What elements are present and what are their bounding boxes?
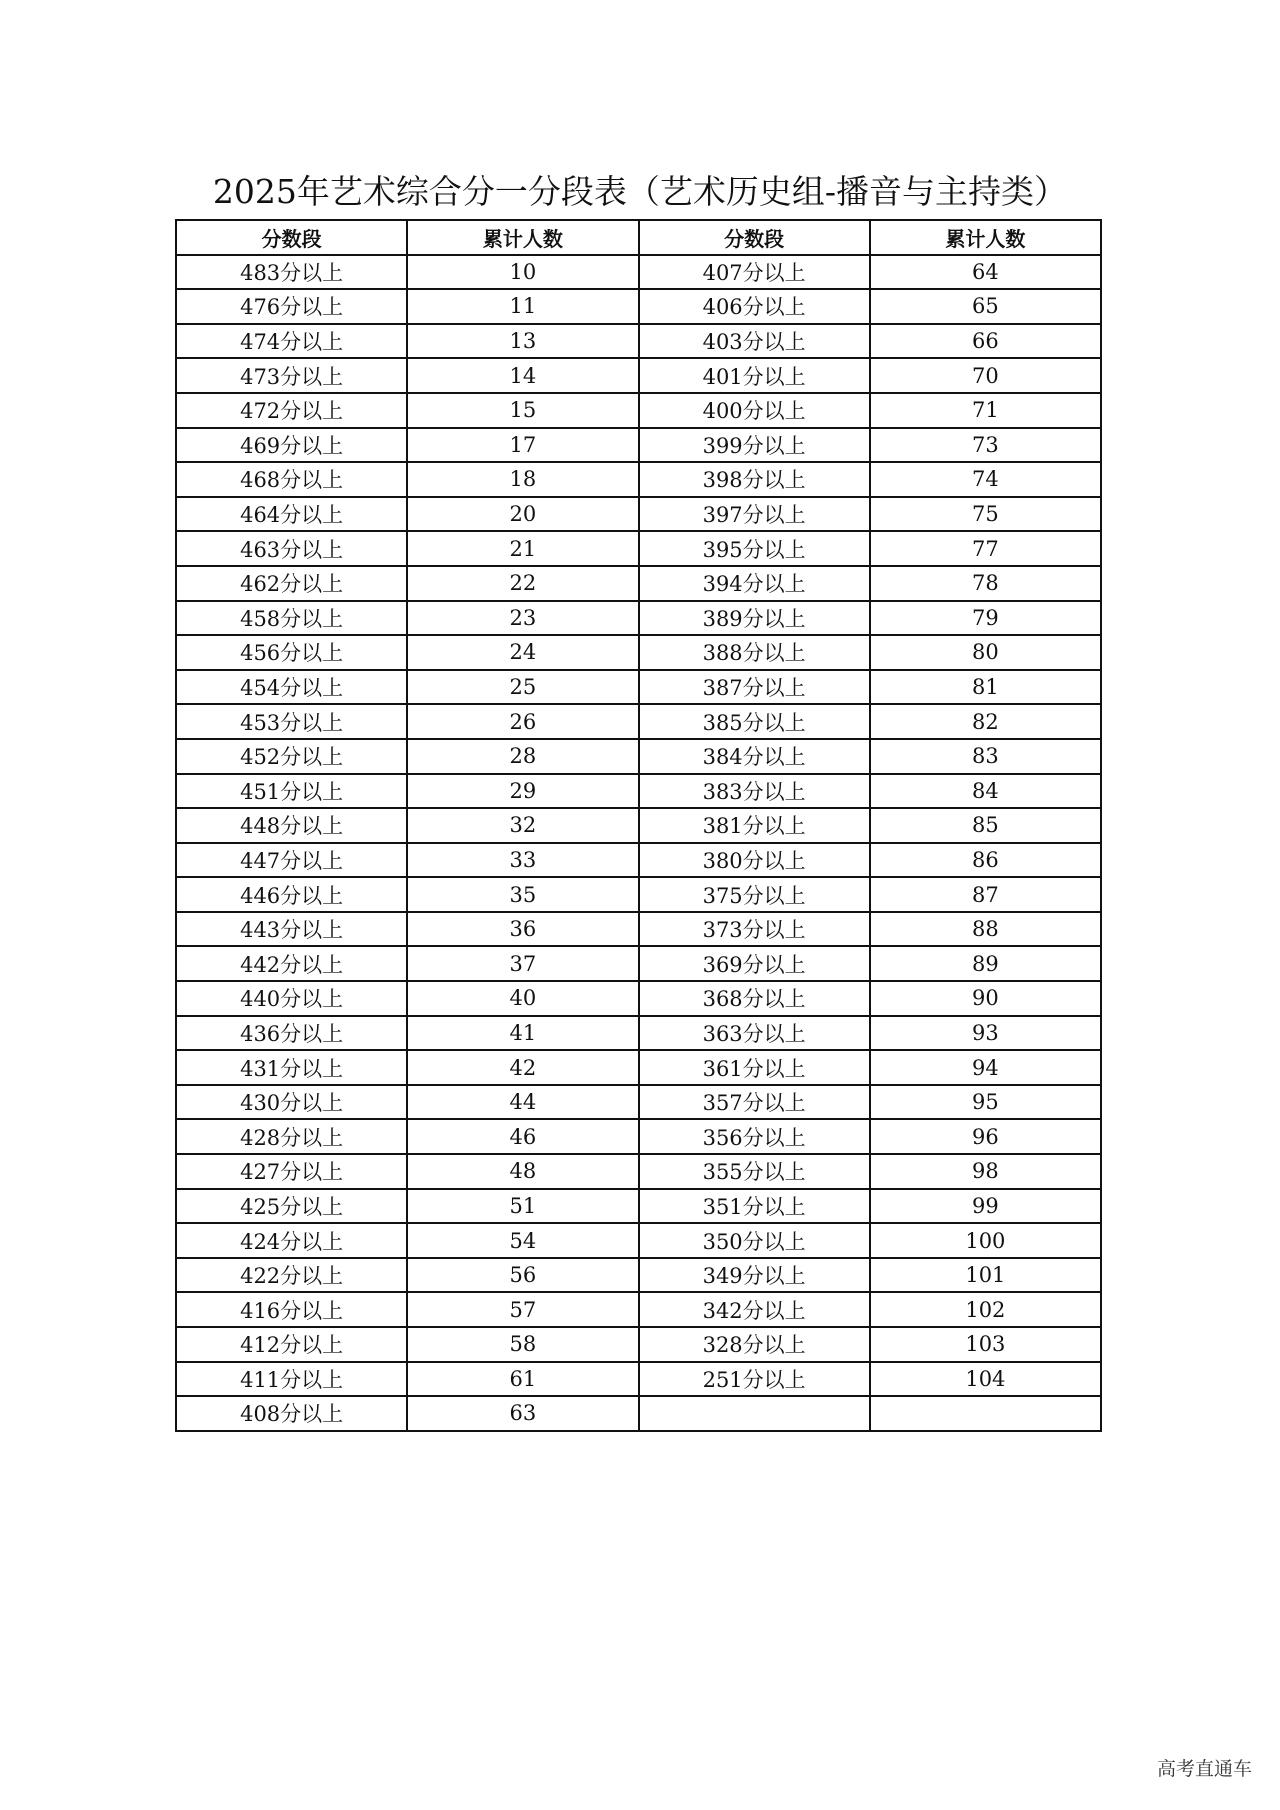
table-row (176, 1016, 1101, 1051)
cumulative-count-cell: 21 (407, 531, 638, 566)
score-range-cell: 422分以上 (176, 1258, 407, 1293)
cumulative-count-cell (870, 1396, 1101, 1431)
cumulative-count-cell: 26 (407, 704, 638, 739)
score-range-cell: 394分以上 (639, 566, 870, 601)
score-range-cell: 395分以上 (639, 531, 870, 566)
table-row (176, 358, 1101, 393)
score-range-cell: 416分以上 (176, 1292, 407, 1327)
score-range-cell: 350分以上 (639, 1223, 870, 1258)
score-range-cell: 451分以上 (176, 774, 407, 809)
score-range-cell: 399分以上 (639, 428, 870, 463)
table-row (176, 497, 1101, 532)
score-range-cell: 463分以上 (176, 531, 407, 566)
table-row (176, 946, 1101, 981)
score-range-cell: 427分以上 (176, 1154, 407, 1189)
watermark: 高考直通车 (1156, 1758, 1252, 1780)
score-range-cell: 373分以上 (639, 912, 870, 947)
score-range-cell: 363分以上 (639, 1016, 870, 1051)
score-range-cell: 452分以上 (176, 739, 407, 774)
score-range-cell: 357分以上 (639, 1085, 870, 1120)
table-row (176, 1154, 1101, 1189)
header-score-range: 分数段 (639, 220, 870, 255)
cumulative-count-cell: 15 (407, 393, 638, 428)
cumulative-count-cell: 24 (407, 635, 638, 670)
cumulative-count-cell: 14 (407, 358, 638, 393)
score-range-cell: 381分以上 (639, 808, 870, 843)
table-row (176, 670, 1101, 705)
cumulative-count-cell: 100 (870, 1223, 1101, 1258)
score-range-cell: 408分以上 (176, 1396, 407, 1431)
cumulative-count-cell: 82 (870, 704, 1101, 739)
cumulative-count-cell: 48 (407, 1154, 638, 1189)
table-row (176, 808, 1101, 843)
cumulative-count-cell: 58 (407, 1327, 638, 1362)
score-range-cell: 349分以上 (639, 1258, 870, 1293)
table-row (176, 1085, 1101, 1120)
cumulative-count-cell: 83 (870, 739, 1101, 774)
cumulative-count-cell: 78 (870, 566, 1101, 601)
score-range-cell: 458分以上 (176, 601, 407, 636)
cumulative-count-cell: 89 (870, 946, 1101, 981)
score-range-cell: 430分以上 (176, 1085, 407, 1120)
score-range-cell: 469分以上 (176, 428, 407, 463)
score-range-cell: 453分以上 (176, 704, 407, 739)
score-range-cell (639, 1396, 870, 1431)
cumulative-count-cell: 71 (870, 393, 1101, 428)
table-row (176, 289, 1101, 324)
score-range-cell: 328分以上 (639, 1327, 870, 1362)
cumulative-count-cell: 42 (407, 1050, 638, 1085)
cumulative-count-cell: 86 (870, 843, 1101, 878)
score-range-cell: 397分以上 (639, 497, 870, 532)
score-range-cell: 389分以上 (639, 601, 870, 636)
table-row (176, 774, 1101, 809)
cumulative-count-cell: 104 (870, 1362, 1101, 1397)
cumulative-count-cell: 75 (870, 497, 1101, 532)
score-range-cell: 380分以上 (639, 843, 870, 878)
score-range-cell: 411分以上 (176, 1362, 407, 1397)
cumulative-count-cell: 35 (407, 877, 638, 912)
score-range-cell: 436分以上 (176, 1016, 407, 1051)
score-range-cell: 351分以上 (639, 1189, 870, 1224)
cumulative-count-cell: 33 (407, 843, 638, 878)
cumulative-count-cell: 64 (870, 255, 1101, 290)
header-score-range: 分数段 (176, 220, 407, 255)
header-cumulative-count: 累计人数 (407, 220, 638, 255)
cumulative-count-cell: 101 (870, 1258, 1101, 1293)
cumulative-count-cell: 17 (407, 428, 638, 463)
cumulative-count-cell: 36 (407, 912, 638, 947)
table-row (176, 393, 1101, 428)
score-range-cell: 476分以上 (176, 289, 407, 324)
cumulative-count-cell: 74 (870, 462, 1101, 497)
cumulative-count-cell: 44 (407, 1085, 638, 1120)
table-row (176, 566, 1101, 601)
score-range-cell: 474分以上 (176, 324, 407, 359)
score-range-cell: 454分以上 (176, 670, 407, 705)
cumulative-count-cell: 54 (407, 1223, 638, 1258)
table-row (176, 704, 1101, 739)
table-row (176, 1258, 1101, 1293)
table-row (176, 1189, 1101, 1224)
cumulative-count-cell: 40 (407, 981, 638, 1016)
score-range-cell: 407分以上 (639, 255, 870, 290)
score-range-cell: 448分以上 (176, 808, 407, 843)
score-range-cell: 443分以上 (176, 912, 407, 947)
cumulative-count-cell: 94 (870, 1050, 1101, 1085)
table-row (176, 531, 1101, 566)
score-range-cell: 400分以上 (639, 393, 870, 428)
score-range-cell: 440分以上 (176, 981, 407, 1016)
score-range-cell: 464分以上 (176, 497, 407, 532)
cumulative-count-cell: 65 (870, 289, 1101, 324)
table-row (176, 912, 1101, 947)
cumulative-count-cell: 93 (870, 1016, 1101, 1051)
score-range-cell: 388分以上 (639, 635, 870, 670)
cumulative-count-cell: 32 (407, 808, 638, 843)
score-range-cell: 442分以上 (176, 946, 407, 981)
table-header-row (176, 220, 1101, 255)
cumulative-count-cell: 22 (407, 566, 638, 601)
table-row (176, 255, 1101, 290)
cumulative-count-cell: 77 (870, 531, 1101, 566)
table-row (176, 324, 1101, 359)
header-cumulative-count: 累计人数 (870, 220, 1101, 255)
score-range-cell: 446分以上 (176, 877, 407, 912)
table-row (176, 462, 1101, 497)
cumulative-count-cell: 96 (870, 1119, 1101, 1154)
score-range-cell: 375分以上 (639, 877, 870, 912)
cumulative-count-cell: 99 (870, 1189, 1101, 1224)
cumulative-count-cell: 80 (870, 635, 1101, 670)
cumulative-count-cell: 41 (407, 1016, 638, 1051)
score-range-cell: 355分以上 (639, 1154, 870, 1189)
score-range-cell: 361分以上 (639, 1050, 870, 1085)
cumulative-count-cell: 57 (407, 1292, 638, 1327)
cumulative-count-cell: 18 (407, 462, 638, 497)
score-range-cell: 368分以上 (639, 981, 870, 1016)
score-range-cell: 356分以上 (639, 1119, 870, 1154)
table-row (176, 843, 1101, 878)
table-row (176, 1292, 1101, 1327)
score-range-cell: 473分以上 (176, 358, 407, 393)
cumulative-count-cell: 29 (407, 774, 638, 809)
cumulative-count-cell: 37 (407, 946, 638, 981)
table-row (176, 1396, 1101, 1431)
score-range-cell: 403分以上 (639, 324, 870, 359)
score-range-cell: 468分以上 (176, 462, 407, 497)
table-row (176, 1327, 1101, 1362)
score-range-cell: 387分以上 (639, 670, 870, 705)
cumulative-count-cell: 88 (870, 912, 1101, 947)
cumulative-count-cell: 13 (407, 324, 638, 359)
cumulative-count-cell: 25 (407, 670, 638, 705)
score-range-cell: 412分以上 (176, 1327, 407, 1362)
score-range-cell: 425分以上 (176, 1189, 407, 1224)
score-range-cell: 424分以上 (176, 1223, 407, 1258)
score-range-cell: 369分以上 (639, 946, 870, 981)
score-range-cell: 251分以上 (639, 1362, 870, 1397)
cumulative-count-cell: 87 (870, 877, 1101, 912)
score-range-cell: 447分以上 (176, 843, 407, 878)
score-range-cell: 462分以上 (176, 566, 407, 601)
cumulative-count-cell: 81 (870, 670, 1101, 705)
table-row (176, 1119, 1101, 1154)
table-row (176, 739, 1101, 774)
cumulative-count-cell: 46 (407, 1119, 638, 1154)
cumulative-count-cell: 84 (870, 774, 1101, 809)
cumulative-count-cell: 56 (407, 1258, 638, 1293)
score-range-cell: 483分以上 (176, 255, 407, 290)
cumulative-count-cell: 63 (407, 1396, 638, 1431)
cumulative-count-cell: 10 (407, 255, 638, 290)
cumulative-count-cell: 102 (870, 1292, 1101, 1327)
cumulative-count-cell: 28 (407, 739, 638, 774)
cumulative-count-cell: 11 (407, 289, 638, 324)
score-range-cell: 398分以上 (639, 462, 870, 497)
table-row (176, 1362, 1101, 1397)
score-range-cell: 385分以上 (639, 704, 870, 739)
score-range-cell: 428分以上 (176, 1119, 407, 1154)
score-table (175, 219, 1102, 1432)
cumulative-count-cell: 98 (870, 1154, 1101, 1189)
cumulative-count-cell: 23 (407, 601, 638, 636)
table-row (176, 877, 1101, 912)
cumulative-count-cell: 90 (870, 981, 1101, 1016)
table-row (176, 601, 1101, 636)
score-range-cell: 384分以上 (639, 739, 870, 774)
cumulative-count-cell: 103 (870, 1327, 1101, 1362)
cumulative-count-cell: 61 (407, 1362, 638, 1397)
table-row (176, 428, 1101, 463)
table-row (176, 981, 1101, 1016)
cumulative-count-cell: 73 (870, 428, 1101, 463)
cumulative-count-cell: 20 (407, 497, 638, 532)
table-row (176, 1223, 1101, 1258)
table-row (176, 635, 1101, 670)
score-range-cell: 383分以上 (639, 774, 870, 809)
page-title: 2025年艺术综合分一分段表（艺术历史组-播音与主持类） (212, 172, 1068, 211)
table-row (176, 1050, 1101, 1085)
cumulative-count-cell: 66 (870, 324, 1101, 359)
score-range-cell: 401分以上 (639, 358, 870, 393)
score-range-cell: 456分以上 (176, 635, 407, 670)
score-range-cell: 431分以上 (176, 1050, 407, 1085)
cumulative-count-cell: 95 (870, 1085, 1101, 1120)
cumulative-count-cell: 79 (870, 601, 1101, 636)
cumulative-count-cell: 70 (870, 358, 1101, 393)
cumulative-count-cell: 51 (407, 1189, 638, 1224)
score-range-cell: 472分以上 (176, 393, 407, 428)
cumulative-count-cell: 85 (870, 808, 1101, 843)
score-range-cell: 342分以上 (639, 1292, 870, 1327)
score-range-cell: 406分以上 (639, 289, 870, 324)
